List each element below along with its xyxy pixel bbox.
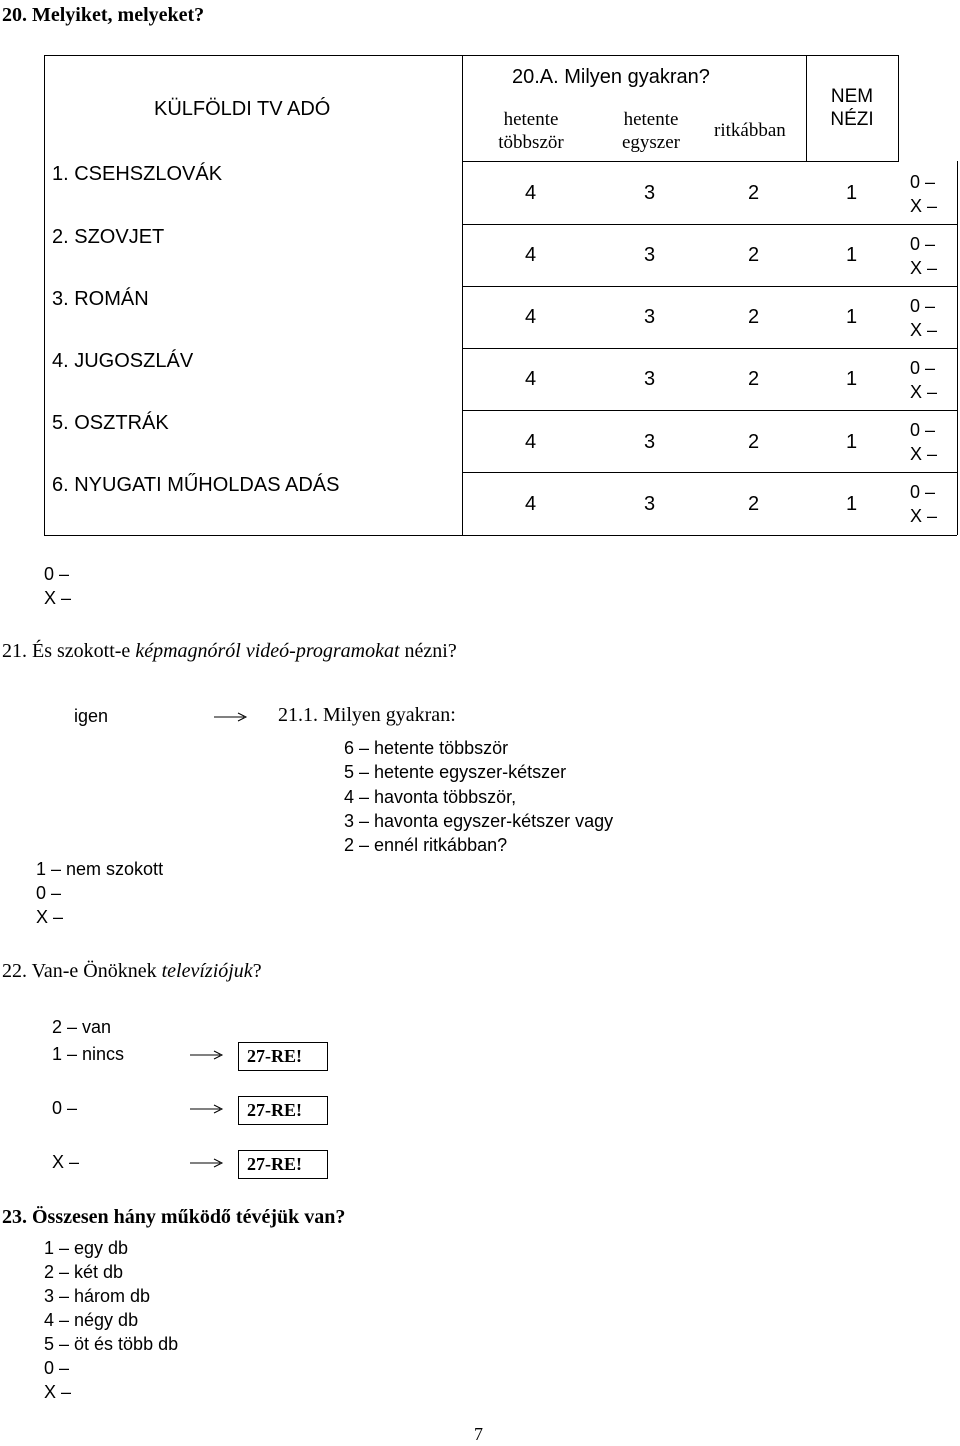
code-4[interactable]: 4 [525, 306, 537, 328]
code-x[interactable]: X – [910, 258, 938, 278]
skip-label: 27-RE! [247, 1154, 302, 1174]
answer-none[interactable]: 1 – nincs [52, 1044, 125, 1064]
skip-label: 27-RE! [247, 1100, 302, 1120]
code-3[interactable]: 3 [644, 244, 656, 266]
code-2[interactable]: 2 [748, 244, 760, 266]
row-label: 3. ROMÁN [52, 288, 149, 310]
code-x[interactable]: X – [910, 320, 938, 340]
col-header-weekly-multi: hetente többször [498, 109, 564, 153]
q21-sub-title: 21.1. Milyen gyakran: [278, 704, 456, 726]
row-label: 4. JUGOSZLÁV [52, 350, 194, 372]
code-2[interactable]: 2 [748, 306, 760, 328]
list-item[interactable]: 4 – havonta többször, [344, 787, 517, 807]
list-item[interactable]: 5 – öt és több db [44, 1334, 179, 1354]
skip-box [238, 1150, 328, 1179]
list-item[interactable]: 3 – havonta egyszer-kétszer vagy [344, 811, 614, 831]
col-header-weekly-once: hetente egyszer [621, 109, 681, 153]
code-1[interactable]: 1 [846, 306, 858, 328]
code-1[interactable]: 1 [846, 368, 858, 390]
channel-header: KÜLFÖLDI TV ADÓ [154, 98, 331, 120]
list-item[interactable]: 5 – hetente egyszer-kétszer [344, 762, 567, 782]
code-2[interactable]: 2 [748, 368, 760, 390]
list-item[interactable]: 4 – négy db [44, 1310, 139, 1330]
code-0[interactable]: 0 – [910, 420, 936, 440]
answer-no[interactable]: 1 – nem szokott [36, 859, 164, 879]
row-label: 6. NYUGATI MŰHOLDAS ADÁS [52, 474, 340, 496]
q20-code-x[interactable]: X – [44, 588, 72, 608]
code-1[interactable]: 1 [846, 182, 858, 204]
q20-title: 20. Melyiket, melyeket? [2, 4, 205, 26]
arrow-right-icon [214, 711, 248, 723]
code-0[interactable]: 0 – [910, 482, 936, 502]
code-0[interactable]: 0 – [910, 296, 936, 316]
code-4[interactable]: 4 [525, 182, 537, 204]
code-2[interactable]: 2 [748, 431, 760, 453]
code-2[interactable]: 2 [748, 182, 760, 204]
code-x[interactable]: X – [910, 196, 938, 216]
skip-box [238, 1096, 328, 1125]
answer-have[interactable]: 2 – van [52, 1017, 112, 1037]
code-2[interactable]: 2 [748, 493, 760, 515]
answer-code-0[interactable]: 0 – [36, 883, 62, 903]
code-3[interactable]: 3 [644, 368, 656, 390]
code-4[interactable]: 4 [525, 493, 537, 515]
arrow-right-icon [190, 1103, 224, 1115]
col-header-not-watching: NEM NÉZI [830, 86, 874, 130]
code-1[interactable]: 1 [846, 431, 858, 453]
code-4[interactable]: 4 [525, 244, 537, 266]
code-x[interactable]: X – [910, 444, 938, 464]
frequency-question: 20.A. Milyen gyakran? [512, 66, 710, 88]
list-item[interactable]: 2 – ennél ritkábban? [344, 835, 508, 855]
code-4[interactable]: 4 [525, 368, 537, 390]
code-4[interactable]: 4 [525, 431, 537, 453]
code-0[interactable]: 0 – [910, 172, 936, 192]
answer-code-0[interactable]: 0 – [52, 1098, 78, 1118]
q23-title: 23. Összesen hány működő tévéjük van? [2, 1206, 346, 1228]
q22-title: 22. Van-e Önöknek televíziójuk? [2, 960, 262, 982]
q20-code-0[interactable]: 0 – [44, 564, 70, 584]
skip-box [238, 1042, 328, 1071]
q21-title: 21. És szokott-e képmagnóról videó-programokat nézni? [2, 640, 457, 662]
list-item[interactable]: 0 – [44, 1358, 70, 1378]
list-item[interactable]: X – [44, 1382, 72, 1402]
code-3[interactable]: 3 [644, 431, 656, 453]
page-number: 7 [474, 1424, 483, 1444]
list-item[interactable]: 2 – két db [44, 1262, 124, 1282]
answer-yes[interactable]: igen [74, 706, 109, 726]
skip-label: 27-RE! [247, 1046, 302, 1066]
arrow-right-icon [190, 1157, 224, 1169]
code-3[interactable]: 3 [644, 306, 656, 328]
list-item[interactable]: 1 – egy db [44, 1238, 129, 1258]
code-x[interactable]: X – [910, 506, 938, 526]
row-label: 1. CSEHSZLOVÁK [52, 163, 223, 185]
answer-code-x[interactable]: X – [36, 907, 64, 927]
code-0[interactable]: 0 – [910, 358, 936, 378]
code-1[interactable]: 1 [846, 244, 858, 266]
code-1[interactable]: 1 [846, 493, 858, 515]
arrow-right-icon [190, 1049, 224, 1061]
code-0[interactable]: 0 – [910, 234, 936, 254]
code-3[interactable]: 3 [644, 182, 656, 204]
col-header-rarely: ritkábban [714, 120, 786, 141]
answer-code-x[interactable]: X – [52, 1152, 80, 1172]
list-item[interactable]: 6 – hetente többször [344, 738, 509, 758]
code-3[interactable]: 3 [644, 493, 656, 515]
code-x[interactable]: X – [910, 382, 938, 402]
row-label: 2. SZOVJET [52, 226, 165, 248]
row-label: 5. OSZTRÁK [52, 412, 169, 434]
list-item[interactable]: 3 – három db [44, 1286, 151, 1306]
